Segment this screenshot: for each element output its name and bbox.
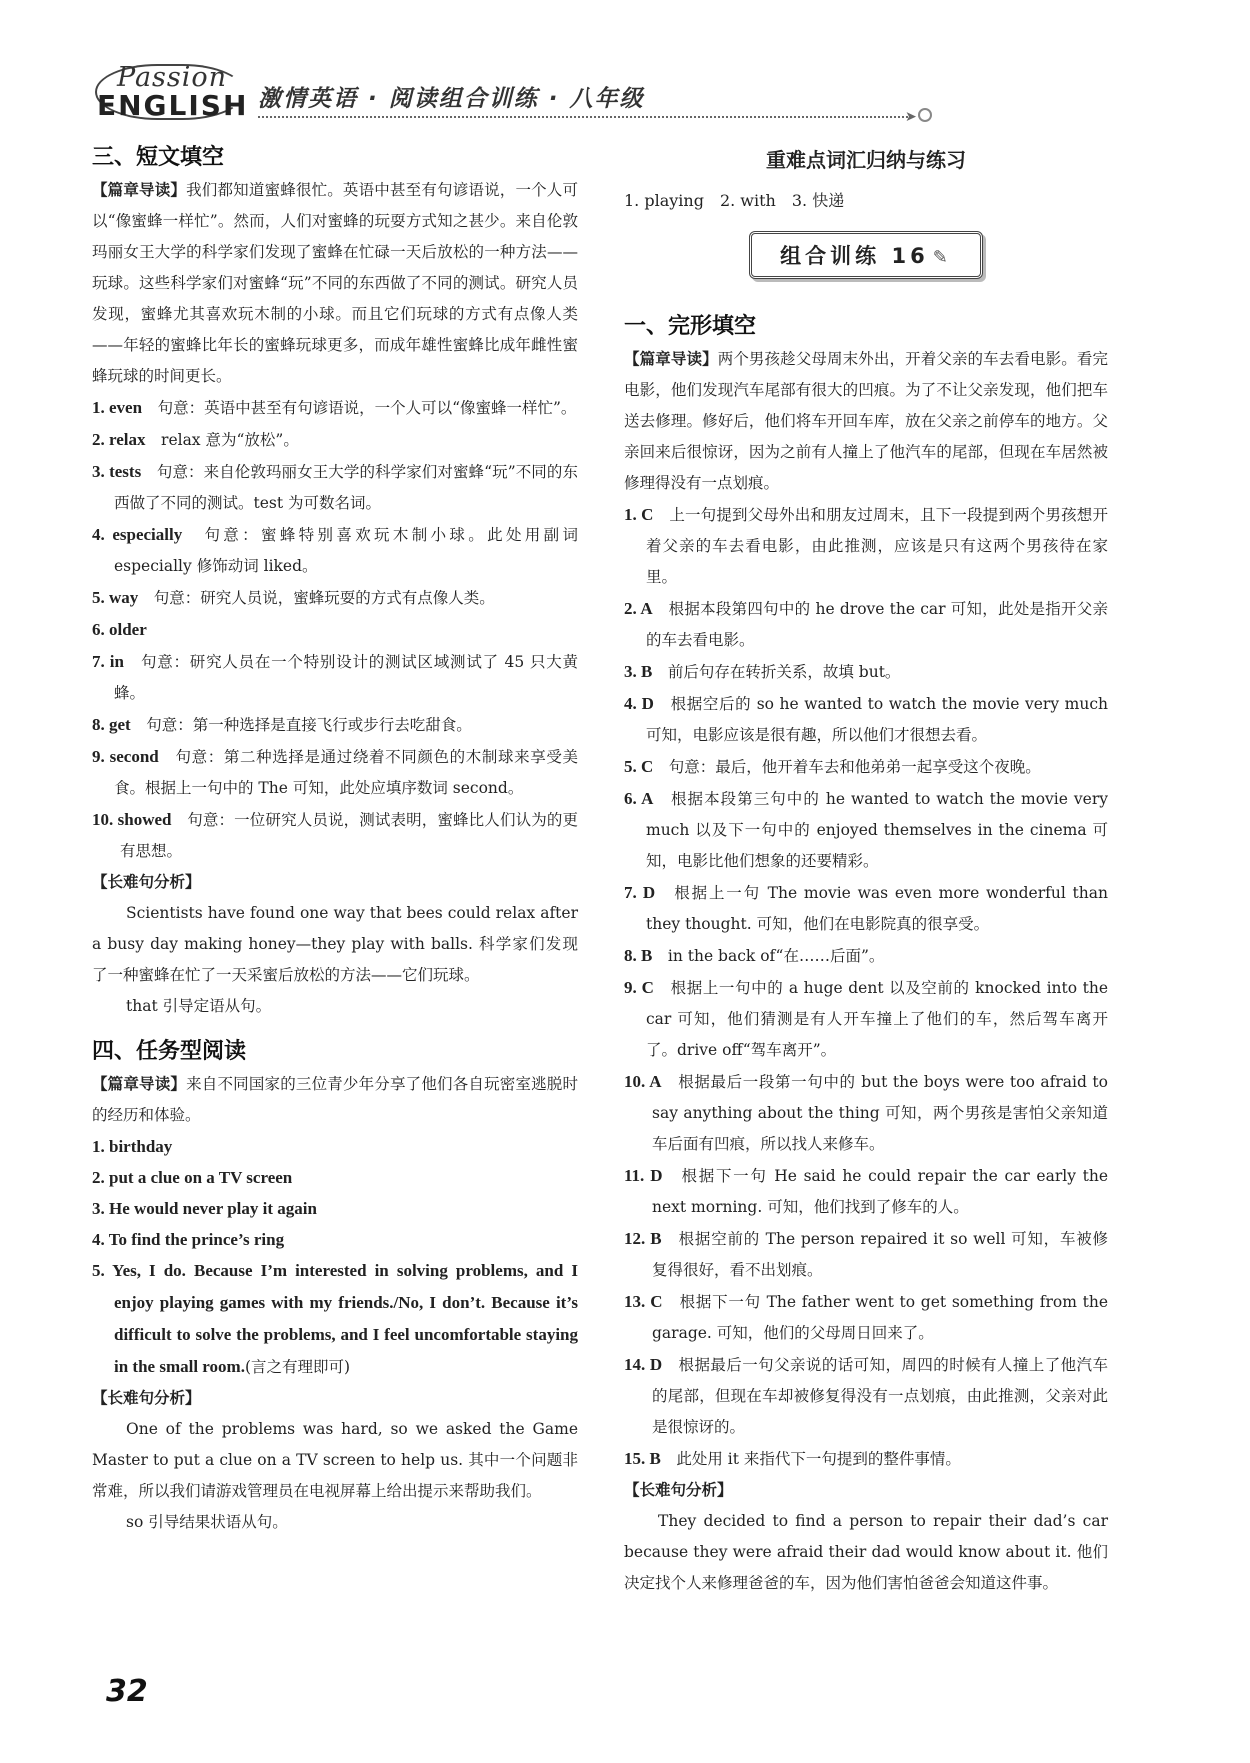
answer-item [624,1223,1108,1286]
answer-item: 4. To find the prince’s ring [92,1230,285,1249]
answer-item [624,499,1108,593]
analysis-tag: 【长难句分析】 [624,1481,733,1499]
answer-explanation: 句意：第二种选择是通过绕着不同颜色的木制球来享受美食。根据上一句中的 The 可知，此处应填序数词 second。 [114,748,578,797]
header-divider [258,116,908,118]
answer-item [624,1066,1108,1160]
answer-item [92,582,578,614]
analysis-note: so 引导结果状语从句。 [126,1513,288,1531]
analysis-sentence: One of the problems was hard, so we asked the Game Master to put a clue on a TV screen to help us. 其中一个问题非常难，所以我们请游戏管理员在电视屏幕上给出提示来帮助我们。 [92,1420,578,1500]
answer-number: 4. especially [92,525,183,544]
answer-item [92,1255,578,1383]
answer-item: 3. He would never play it again [92,1199,317,1218]
answer-item [624,751,1108,783]
arrow-icon: ➤ [905,109,917,125]
analysis-note: that 引导定语从句。 [126,997,272,1015]
pen-icon: ✎ [932,247,952,268]
answer-item [92,741,578,804]
answer-item [624,877,1108,940]
answer-explanation: 句意：第一种选择是直接飞行或步行去吃甜食。 [146,716,472,734]
analysis-sentence: They decided to find a person to repair their dad’s car because they were afraid their dad would know about it. 他们决定找个人来修理爸爸的车，因为他们害怕爸爸会知道这件事。 [624,1512,1108,1592]
section3-intro [92,175,578,392]
answer-item [624,688,1108,751]
answer-number: 10. showed [92,810,172,829]
vocab-title: 重难点词汇归纳与练习 [766,148,966,172]
answer-item [624,656,1108,688]
intro-tag: 【篇章导读】 [624,350,718,368]
answer-item [92,804,578,867]
answer-item [92,709,578,741]
answer-explanation: 根据本段第三句中的 he wanted to watch the movie very much 以及下一句中的 enjoyed themselves in the cinema 可知，电影比他们想象的还要精彩。 [646,790,1108,870]
answer-number: 6. A [624,789,654,808]
section1-answer-list [624,499,1108,1475]
analysis-tag: 【长难句分析】 [92,1389,201,1407]
answer-item [92,456,578,519]
answer-number: 12. B [624,1229,662,1248]
answer-item [624,1286,1108,1349]
answer-item [92,614,578,646]
answer-item [624,1160,1108,1223]
answer-number: 13. C [624,1292,663,1311]
answer-explanation: 句意：蜜蜂特别喜欢玩木制小球。此处用副词 especially 修饰动词 liked。 [114,526,578,575]
answer-number: 9. second [92,747,159,766]
answer-explanation: 句意：一位研究人员说，测试表明，蜜蜂比人们认为的更有思想。 [120,811,578,860]
answer-number: 8. get [92,715,131,734]
answer-text: 5. Yes, I do. Because I’m interested in solving problems, and I enjoy playing games with my friends./No, I don’t. Because it’s difficult to solve the problems, and I feel uncomfortable staying in the small room. [92,1261,578,1376]
right-column [624,140,1108,1599]
answer-item [92,646,578,709]
banner-wrap [624,231,1108,279]
answer-explanation: 句意：英语中甚至有句谚语说，一个人可以“像蜜蜂一样忙”。 [157,399,577,417]
intro-text: 两个男孩趁父母周末外出，开着父亲的车去看电影。看完电影，他们发现汽车尾部有很大的凹痕。为了不让父亲发现，他们把车送去修理。修好后，他们将车开回车库，放在父亲之前停车的地方。父亲回来后很惊讶，因为之前有人撞上了他汽车的尾部，但现在车居然被修理得没有一点划痕。 [624,350,1108,492]
section4-intro [92,1069,578,1131]
left-column [92,140,578,1538]
answer-number: 7. in [92,652,124,671]
answer-number: 1. even [92,398,143,417]
answer-number: 2. relax [92,430,146,449]
logo-bottom-text: ENGLISH [97,89,249,122]
answer-explanation: 句意：来自伦敦玛丽女王大学的科学家们对蜜蜂“玩”不同的东西做了不同的测试。test 为可数名词。 [114,463,578,512]
answer-explanation: 根据上一句中的 a huge dent 以及空前的 knocked into the car 可知，他们猜测是有人开车撞上了他们的车，然后驾车离开了。drive off“驾车离开”。 [646,979,1108,1059]
section1-intro [624,344,1108,499]
answer-explanation: 根据空后的 so he wanted to watch the movie very much 可知，电影应该是很有趣，所以他们才很想去看。 [646,695,1108,744]
answer-item [624,940,1108,972]
answer-explanation: 前后句存在转折关系，故填 but。 [667,663,901,681]
intro-text: 我们都知道蜜蜂很忙。英语中甚至有句谚语说，一个人可以“像蜜蜂一样忙”。然而，人们对蜜蜂的玩耍方式知之甚少。来自伦敦玛丽女王大学的科学家们发现了蜜蜂在忙碌一天后放松的一种方法——玩球。这些科学家们对蜜蜂“玩”不同的东西做了不同的测试。研究人员发现，蜜蜂尤其喜欢玩木制的小球。而且它们玩球的方式有点像人类——年轻的蜜蜂比年长的蜜蜂玩球更多，而成年雄性蜜蜂比成年雌性蜜蜂玩球的时间更长。 [92,181,578,385]
answer-explanation: 根据本段第四句中的 he drove the car 可知，此处是指开父亲的车去看电影。 [646,600,1108,649]
answer-number: 10. A [624,1072,662,1091]
answer-explanation: 根据空前的 The person repaired it so well 可知，车被修复得很好，看不出划痕。 [652,1230,1108,1279]
vocab-answers: 1. playing 2. with 3. 快递 [624,191,845,210]
answer-explanation: 句意：研究人员说，蜜蜂玩耍的方式有点像人类。 [153,589,495,607]
answer-explanation: in the back of“在……后面”。 [667,947,885,965]
answer-item [92,392,578,424]
section-title-task-reading: 四、任务型阅读 [92,1039,247,1064]
banner-text: 组合训练 16 [780,244,929,268]
answer-number: 4. D [624,694,654,713]
training-banner [749,231,983,279]
answer-item [624,972,1108,1066]
section-title-cloze: 一、完形填空 [624,314,757,339]
analysis-tag: 【长难句分析】 [92,873,201,891]
header-title: 激情英语 · 阅读组合训练 · 八年级 [258,86,645,112]
page-number: 32 [106,1674,148,1709]
answer-item [624,783,1108,877]
section3-answer-list [92,392,578,867]
answer-item [92,424,578,456]
answer-explanation: 根据最后一段第一句中的 but the boys were too afraid to say anything about the thing 可知，两个男孩是害怕父亲知道车后面有凹痕，所以找人来修车。 [652,1073,1108,1153]
intro-text: 来自不同国家的三位青少年分享了他们各自玩密室逃脱时的经历和体验。 [92,1075,578,1124]
answer-explanation: 根据上一句 The movie was even more wonderful than they thought. 可知，他们在电影院真的很享受。 [646,884,1108,933]
answer-item [624,593,1108,656]
answer-number: 9. C [624,978,654,997]
intro-tag: 【篇章导读】 [92,181,187,199]
answer-number: 5. C [624,757,654,776]
answer-explanation: 根据下一句 The father went to get something from the garage. 可知，他们的父母周日回来了。 [652,1293,1108,1342]
answer-number: 15. B [624,1449,661,1468]
intro-tag: 【篇章导读】 [92,1075,187,1093]
answer-item: 2. put a clue on a TV screen [92,1168,293,1187]
answer-explanation: 句意：研究人员在一个特别设计的测试区域测试了 45 只大黄蜂。 [114,653,578,702]
answer-explanation: relax 意为“放松”。 [161,431,299,449]
answer-number: 11. D [624,1166,663,1185]
answer-number: 5. way [92,588,139,607]
answer-item: 1. birthday [92,1137,173,1156]
answer-number: 6. older [92,620,147,639]
answer-item [624,1349,1108,1443]
answer-number: 2. A [624,599,653,618]
answer-explanation: 上一句提到父母外出和朋友过周末，且下一段提到两个男孩想开着父亲的车去看电影，由此推测，应该是只有这两个男孩待在家里。 [646,506,1108,586]
answer-explanation: 此处用 it 来指代下一句提到的整件事情。 [676,1450,961,1468]
answer-item [92,519,578,582]
section-title-cloze-fill: 三、短文填空 [92,145,225,170]
answer-number: 7. D [624,883,656,902]
answer-explanation: 根据最后一句父亲说的话可知，周四的时候有人撞上了他汽车的尾部，但现在车却被修复得没有一点划痕，由此推测，父亲对此是很惊讶的。 [652,1356,1108,1436]
answer-explanation: 句意：最后，他开着车去和他弟弟一起享受这个夜晚。 [668,758,1041,776]
logo-top-text: Passion [117,62,228,93]
answer-note: (言之有理即可) [244,1358,351,1376]
answer-number: 14. D [624,1355,663,1374]
passion-english-logo [95,62,249,124]
answer-number: 3. B [624,662,653,681]
answer-item [624,1443,1108,1475]
answer-number: 8. B [624,946,653,965]
answer-number: 3. tests [92,462,142,481]
answer-number: 1. C [624,505,654,524]
circle-icon [918,108,932,122]
answer-explanation: 根据下一句 He said he could repair the car early the next morning. 可知，他们找到了修车的人。 [652,1167,1108,1216]
analysis-sentence: Scientists have found one way that bees could relax after a busy day making honey—they play with balls. 科学家们发现了一种蜜蜂在忙了一天采蜜后放松的方法——它们玩球。 [92,904,578,984]
